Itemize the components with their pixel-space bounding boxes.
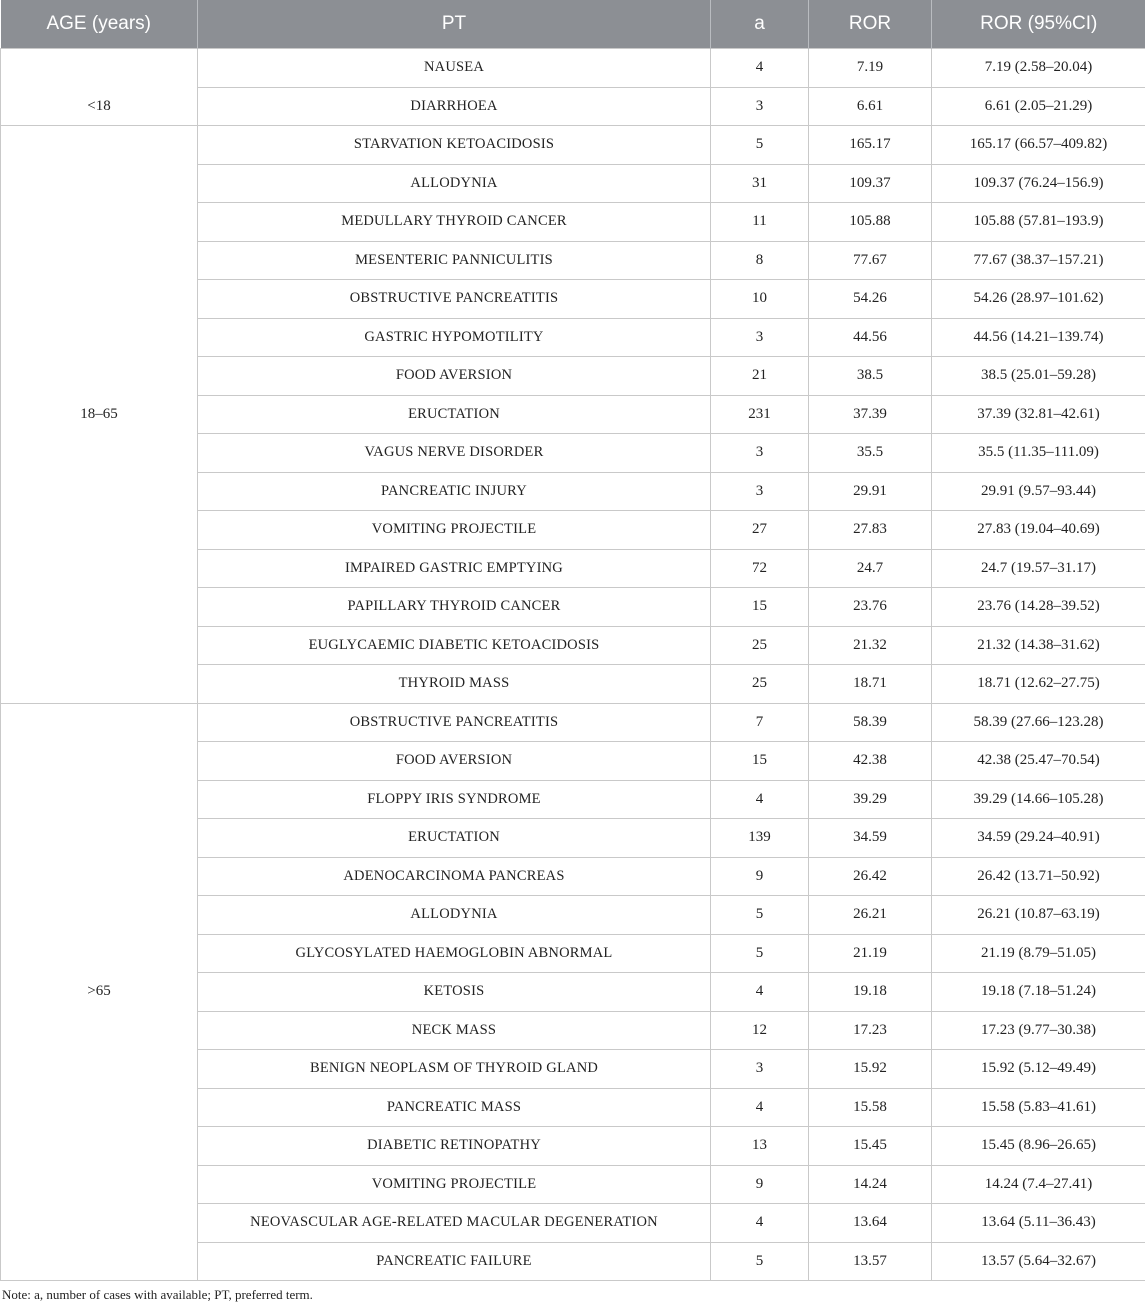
case-count-cell: 5 <box>711 934 809 973</box>
case-count-cell: 7 <box>711 703 809 742</box>
ror-ci-cell: 26.21 (10.87–63.19) <box>932 896 1145 935</box>
ror-cell: 27.83 <box>809 511 932 550</box>
ror-cell: 14.24 <box>809 1165 932 1204</box>
pt-cell: NEOVASCULAR AGE-RELATED MACULAR DEGENERATION <box>198 1204 711 1243</box>
table-row <box>1 1165 1145 1204</box>
age-group-cell <box>1 626 198 665</box>
case-count-cell: 27 <box>711 511 809 550</box>
pt-cell: ERUCTATION <box>198 819 711 858</box>
case-count-cell: 4 <box>711 49 809 88</box>
pt-cell: PANCREATIC INJURY <box>198 472 711 511</box>
case-count-cell: 4 <box>711 780 809 819</box>
case-count-cell: 4 <box>711 1204 809 1243</box>
table-row <box>1 87 1145 126</box>
ror-ci-cell: 15.58 (5.83–41.61) <box>932 1088 1145 1127</box>
ror-ci-cell: 6.61 (2.05–21.29) <box>932 87 1145 126</box>
ror-ci-cell: 19.18 (7.18–51.24) <box>932 973 1145 1012</box>
ror-cell: 37.39 <box>809 395 932 434</box>
age-group-cell <box>1 318 198 357</box>
ror-ci-cell: 165.17 (66.57–409.82) <box>932 126 1145 165</box>
ror-ci-cell: 13.64 (5.11–36.43) <box>932 1204 1145 1243</box>
ror-cell: 24.7 <box>809 549 932 588</box>
ror-ci-cell: 42.38 (25.47–70.54) <box>932 742 1145 781</box>
case-count-cell: 9 <box>711 857 809 896</box>
age-group-cell <box>1 780 198 819</box>
pt-cell: EUGLYCAEMIC DIABETIC KETOACIDOSIS <box>198 626 711 665</box>
header-a: a <box>711 0 809 49</box>
pt-cell: THYROID MASS <box>198 665 711 704</box>
table-row <box>1 357 1145 396</box>
ror-ci-cell: 54.26 (28.97–101.62) <box>932 280 1145 319</box>
table-row <box>1 164 1145 203</box>
age-group-cell <box>1 1011 198 1050</box>
table-row <box>1 1050 1145 1089</box>
ror-cell: 13.64 <box>809 1204 932 1243</box>
pt-cell: VOMITING PROJECTILE <box>198 1165 711 1204</box>
ror-ci-cell: 17.23 (9.77–30.38) <box>932 1011 1145 1050</box>
case-count-cell: 8 <box>711 241 809 280</box>
ror-cell: 18.71 <box>809 665 932 704</box>
age-group-cell: <18 <box>1 87 198 126</box>
ror-cell: 39.29 <box>809 780 932 819</box>
table-row <box>1 626 1145 665</box>
ror-ci-cell: 23.76 (14.28–39.52) <box>932 588 1145 627</box>
case-count-cell: 4 <box>711 1088 809 1127</box>
age-group-cell: >65 <box>1 973 198 1012</box>
age-group-cell <box>1 857 198 896</box>
case-count-cell: 231 <box>711 395 809 434</box>
table-row <box>1 549 1145 588</box>
pt-cell: PANCREATIC FAILURE <box>198 1242 711 1281</box>
table-row <box>1 896 1145 935</box>
age-group-cell <box>1 549 198 588</box>
case-count-cell: 5 <box>711 1242 809 1281</box>
ror-ci-cell: 7.19 (2.58–20.04) <box>932 49 1145 88</box>
pt-cell: BENIGN NEOPLASM OF THYROID GLAND <box>198 1050 711 1089</box>
ror-cell: 7.19 <box>809 49 932 88</box>
ror-cell: 6.61 <box>809 87 932 126</box>
age-group-cell <box>1 241 198 280</box>
ror-ci-cell: 24.7 (19.57–31.17) <box>932 549 1145 588</box>
ror-cell: 21.19 <box>809 934 932 973</box>
ror-ci-cell: 21.19 (8.79–51.05) <box>932 934 1145 973</box>
pt-cell: VOMITING PROJECTILE <box>198 511 711 550</box>
table-row <box>1 742 1145 781</box>
age-group-cell <box>1 434 198 473</box>
ror-ci-cell: 21.32 (14.38–31.62) <box>932 626 1145 665</box>
table-row <box>1 318 1145 357</box>
ror-cell: 13.57 <box>809 1242 932 1281</box>
ror-cell: 165.17 <box>809 126 932 165</box>
ror-cell: 58.39 <box>809 703 932 742</box>
pt-cell: PANCREATIC MASS <box>198 1088 711 1127</box>
age-group-cell <box>1 1204 198 1243</box>
pt-cell: ADENOCARCINOMA PANCREAS <box>198 857 711 896</box>
age-group-cell <box>1 1127 198 1166</box>
case-count-cell: 4 <box>711 973 809 1012</box>
ror-ci-cell: 37.39 (32.81–42.61) <box>932 395 1145 434</box>
pt-cell: PAPILLARY THYROID CANCER <box>198 588 711 627</box>
ror-cell: 54.26 <box>809 280 932 319</box>
pt-cell: STARVATION KETOACIDOSIS <box>198 126 711 165</box>
pt-cell: KETOSIS <box>198 973 711 1012</box>
age-group-cell <box>1 1088 198 1127</box>
ror-ci-cell: 26.42 (13.71–50.92) <box>932 857 1145 896</box>
header-row <box>1 0 1145 49</box>
table-row <box>1 857 1145 896</box>
age-group-cell <box>1 703 198 742</box>
ror-cell: 15.45 <box>809 1127 932 1166</box>
age-group-cell <box>1 1165 198 1204</box>
case-count-cell: 11 <box>711 203 809 242</box>
table-row <box>1 1011 1145 1050</box>
ror-ci-cell: 105.88 (57.81–193.9) <box>932 203 1145 242</box>
case-count-cell: 3 <box>711 472 809 511</box>
ror-cell: 26.21 <box>809 896 932 935</box>
header-age: AGE (years) <box>1 0 198 49</box>
ror-cell: 15.58 <box>809 1088 932 1127</box>
ror-cell: 17.23 <box>809 1011 932 1050</box>
case-count-cell: 12 <box>711 1011 809 1050</box>
table-row <box>1 434 1145 473</box>
case-count-cell: 3 <box>711 1050 809 1089</box>
case-count-cell: 3 <box>711 87 809 126</box>
pt-cell: IMPAIRED GASTRIC EMPTYING <box>198 549 711 588</box>
ror-ci-cell: 15.45 (8.96–26.65) <box>932 1127 1145 1166</box>
age-group-cell <box>1 665 198 704</box>
ror-ci-cell: 27.83 (19.04–40.69) <box>932 511 1145 550</box>
age-group-cell <box>1 742 198 781</box>
ror-cell: 35.5 <box>809 434 932 473</box>
table-header <box>1 0 1145 49</box>
pt-cell: FLOPPY IRIS SYNDROME <box>198 780 711 819</box>
ror-ci-cell: 15.92 (5.12–49.49) <box>932 1050 1145 1089</box>
ror-ci-cell: 34.59 (29.24–40.91) <box>932 819 1145 858</box>
pt-cell: ERUCTATION <box>198 395 711 434</box>
pt-cell: ALLODYNIA <box>198 164 711 203</box>
age-group-cell <box>1 896 198 935</box>
pt-cell: NECK MASS <box>198 1011 711 1050</box>
pt-cell: DIABETIC RETINOPATHY <box>198 1127 711 1166</box>
age-group-cell <box>1 126 198 165</box>
case-count-cell: 10 <box>711 280 809 319</box>
pt-cell: FOOD AVERSION <box>198 742 711 781</box>
table-row <box>1 780 1145 819</box>
age-group-cell <box>1 280 198 319</box>
table-row <box>1 203 1145 242</box>
pt-cell: ALLODYNIA <box>198 896 711 935</box>
table-row <box>1 973 1145 1012</box>
case-count-cell: 25 <box>711 626 809 665</box>
case-count-cell: 31 <box>711 164 809 203</box>
ror-ci-cell: 18.71 (12.62–27.75) <box>932 665 1145 704</box>
table-row <box>1 1127 1145 1166</box>
header-pt: PT <box>198 0 711 49</box>
table-row <box>1 1088 1145 1127</box>
case-count-cell: 5 <box>711 126 809 165</box>
table-row <box>1 1204 1145 1243</box>
table-body <box>1 49 1145 1281</box>
age-group-cell <box>1 203 198 242</box>
ror-cell: 26.42 <box>809 857 932 896</box>
case-count-cell: 5 <box>711 896 809 935</box>
ror-ci-cell: 13.57 (5.64–32.67) <box>932 1242 1145 1281</box>
age-group-cell <box>1 357 198 396</box>
table-row <box>1 395 1145 434</box>
age-group-cell <box>1 1050 198 1089</box>
pt-cell: DIARRHOEA <box>198 87 711 126</box>
case-count-cell: 25 <box>711 665 809 704</box>
table-row <box>1 588 1145 627</box>
ror-cell: 34.59 <box>809 819 932 858</box>
case-count-cell: 72 <box>711 549 809 588</box>
ror-cell: 23.76 <box>809 588 932 627</box>
ror-cell: 19.18 <box>809 973 932 1012</box>
ror-ci-cell: 35.5 (11.35–111.09) <box>932 434 1145 473</box>
table-row <box>1 819 1145 858</box>
case-count-cell: 21 <box>711 357 809 396</box>
table-row <box>1 934 1145 973</box>
table-row <box>1 1242 1145 1281</box>
pt-cell: NAUSEA <box>198 49 711 88</box>
age-group-cell <box>1 472 198 511</box>
pt-cell: GLYCOSYLATED HAEMOGLOBIN ABNORMAL <box>198 934 711 973</box>
ror-ci-cell: 109.37 (76.24–156.9) <box>932 164 1145 203</box>
ror-cell: 29.91 <box>809 472 932 511</box>
ror-cell: 105.88 <box>809 203 932 242</box>
ror-cell: 21.32 <box>809 626 932 665</box>
table-row <box>1 703 1145 742</box>
age-group-cell <box>1 511 198 550</box>
ror-ci-cell: 58.39 (27.66–123.28) <box>932 703 1145 742</box>
age-group-cell <box>1 588 198 627</box>
ror-ci-cell: 77.67 (38.37–157.21) <box>932 241 1145 280</box>
header-ror-ci: ROR (95%CI) <box>932 0 1145 49</box>
ror-cell: 77.67 <box>809 241 932 280</box>
table-row <box>1 280 1145 319</box>
age-group-cell <box>1 164 198 203</box>
ror-cell: 38.5 <box>809 357 932 396</box>
age-group-cell <box>1 819 198 858</box>
case-count-cell: 15 <box>711 742 809 781</box>
ror-ci-cell: 14.24 (7.4–27.41) <box>932 1165 1145 1204</box>
table-row <box>1 511 1145 550</box>
ror-cell: 44.56 <box>809 318 932 357</box>
ror-cell: 109.37 <box>809 164 932 203</box>
table-row <box>1 49 1145 88</box>
table-note: Note: a, number of cases with available; PT, preferred term. <box>2 1287 313 1302</box>
pt-cell: OBSTRUCTIVE PANCREATITIS <box>198 280 711 319</box>
case-count-cell: 15 <box>711 588 809 627</box>
table-row <box>1 472 1145 511</box>
ror-ci-cell: 29.91 (9.57–93.44) <box>932 472 1145 511</box>
age-group-cell <box>1 49 198 88</box>
table-row <box>1 126 1145 165</box>
pt-cell: MESENTERIC PANNICULITIS <box>198 241 711 280</box>
age-group-cell <box>1 1242 198 1281</box>
ror-cell: 42.38 <box>809 742 932 781</box>
age-group-cell <box>1 934 198 973</box>
case-count-cell: 3 <box>711 434 809 473</box>
pt-cell: FOOD AVERSION <box>198 357 711 396</box>
table-row <box>1 241 1145 280</box>
case-count-cell: 13 <box>711 1127 809 1166</box>
ror-ci-cell: 38.5 (25.01–59.28) <box>932 357 1145 396</box>
table-row <box>1 665 1145 704</box>
pt-cell: GASTRIC HYPOMOTILITY <box>198 318 711 357</box>
ror-ci-cell: 39.29 (14.66–105.28) <box>932 780 1145 819</box>
case-count-cell: 3 <box>711 318 809 357</box>
ror-cell: 15.92 <box>809 1050 932 1089</box>
pt-cell: OBSTRUCTIVE PANCREATITIS <box>198 703 711 742</box>
age-group-cell: 18–65 <box>1 395 198 434</box>
header-ror: ROR <box>809 0 932 49</box>
pt-cell: VAGUS NERVE DISORDER <box>198 434 711 473</box>
ror-ci-cell: 44.56 (14.21–139.74) <box>932 318 1145 357</box>
case-count-cell: 9 <box>711 1165 809 1204</box>
case-count-cell: 139 <box>711 819 809 858</box>
pt-cell: MEDULLARY THYROID CANCER <box>198 203 711 242</box>
